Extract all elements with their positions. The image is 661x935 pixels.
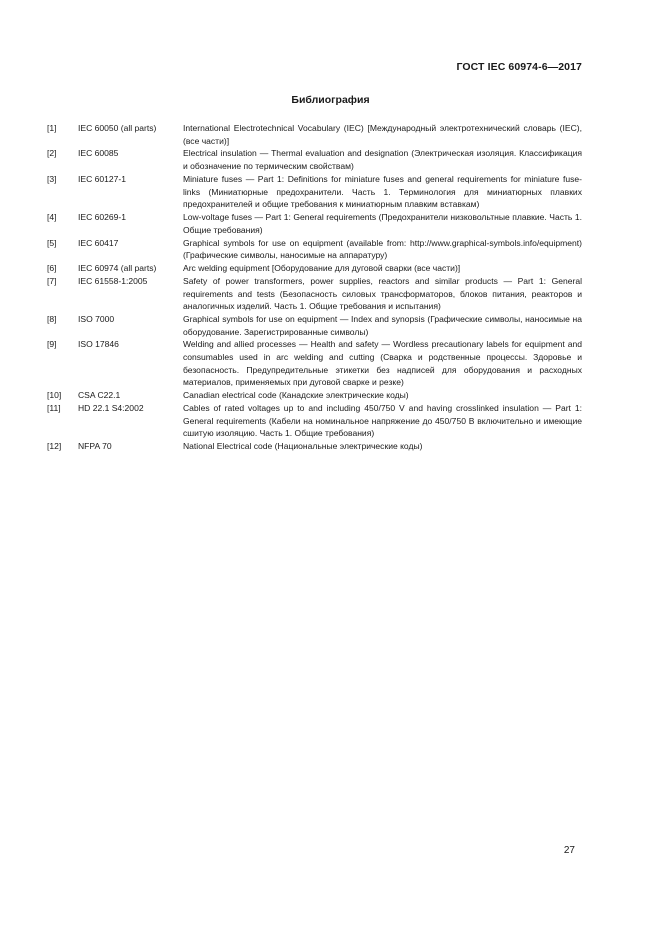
bibliography-entry [47, 402, 582, 440]
entry-title: Safety of power transformers, power supplies, reactors and similar products — Part 1: General requirements and tests (Безопасность силовых трансформаторов, блоков питания, реакторов и аналогичных изделий. Часть 1. Общие требования и испытания) [183, 275, 582, 312]
bibliography-entry [47, 147, 582, 172]
entry-reference: IEC 60085 [78, 148, 119, 159]
entry-title: Low-voltage fuses — Part 1: General requirements (Предохранители низковольтные плавкие. Часть 1. Общие требования) [183, 212, 582, 235]
entry-number: [9] [47, 339, 57, 350]
entry-number: [3] [47, 173, 57, 184]
entry-title: Welding and allied processes — Health and safety — Wordless precautionary labels for equipment and consumables used in arc welding and cutting (Сварка и родственные процессы. Здоровье и безопасность. Предупредительные этикетки без надписей для оборудования и расходных материалов, применяемых при дуговой сварке и резке) [183, 339, 582, 388]
entry-reference: IEC 60269-1 [78, 212, 126, 223]
entry-title: Miniature fuses — Part 1: Definitions for miniature fuses and general requirements for miniature fuse-links (Миниатюрные предохранители. Часть 1. Терминология для миниатюрных плавких предохранителей и общие требования к миниатюрным плавким вставкам) [183, 173, 582, 210]
entry-title: Graphical symbols for use on equipment (available from: http://www.graphical-symbols.info/equipment) (Графические символы, наносимые на аппаратуру) [183, 237, 582, 261]
entry-number: [5] [47, 237, 57, 248]
entry-reference: IEC 61558-1:2005 [78, 275, 148, 286]
entry-title: Graphical symbols for use on equipment — Index and synopsis (Графические символы, наносимые на оборудование. Зарегистрированные символы) [183, 313, 582, 337]
bibliography-entry [47, 122, 582, 147]
entry-number: [2] [47, 148, 57, 159]
entry-number: [4] [47, 212, 57, 223]
entry-number: [12] [47, 441, 62, 452]
page-header-standard-code: ГОСТ IEC 60974-6—2017 [456, 61, 582, 73]
bibliography-entry [47, 338, 582, 388]
entry-reference: IEC 60417 [78, 237, 119, 248]
entry-title: Canadian electrical code (Канадские электрические коды) [183, 390, 409, 401]
bibliography-entry [47, 275, 582, 313]
entry-title: International Electrotechnical Vocabulary (IEC) [Международный электротехнический словарь (IEC), (все части)] [183, 123, 582, 146]
bibliography-entry [47, 313, 582, 338]
bibliography-entry [47, 440, 582, 453]
bibliography-entry [47, 211, 582, 236]
entry-reference: ISO 7000 [78, 313, 115, 324]
bibliography-entry [47, 237, 582, 262]
entry-number: [11] [47, 403, 61, 414]
entry-number: [8] [47, 313, 57, 324]
entry-reference: CSA C22.1 [78, 390, 121, 401]
bibliography-entry [47, 173, 582, 211]
entry-reference: ISO 17846 [78, 339, 119, 350]
bibliography-entry [47, 389, 582, 402]
entry-title: Cables of rated voltages up to and including 450/750 V and having crosslinked insulation — Part 1: General requirements (Кабели на номинальное напряжение до 450/750 В включительно и имеющие сшитую изоляцию. Часть 1. Общие требования) [183, 403, 582, 439]
section-title: Библиография [291, 94, 370, 106]
bibliography-entry [47, 262, 582, 275]
entry-title: Arc welding equipment [Оборудование для дуговой сварки (все части)] [183, 263, 461, 274]
entry-number: [1] [47, 123, 57, 133]
page-number: 27 [563, 845, 575, 856]
entry-reference: IEC 60050 (all parts) [78, 123, 157, 133]
entry-number: [7] [47, 275, 57, 286]
entry-reference: NFPA 70 [78, 441, 112, 452]
entry-reference: IEC 60127-1 [78, 173, 126, 184]
entry-number: [6] [47, 263, 57, 274]
entry-title: National Electrical code (Национальные электрические коды) [183, 441, 423, 452]
bibliography-list [47, 122, 582, 453]
entry-number: [10] [47, 390, 62, 401]
entry-title: Electrical insulation — Thermal evaluation and designation (Электрическая изоляция. Классификация и обозначение по термическим свойствам) [183, 148, 582, 172]
entry-reference: HD 22.1 S4:2002 [78, 403, 144, 414]
entry-reference: IEC 60974 (all parts) [78, 263, 157, 274]
